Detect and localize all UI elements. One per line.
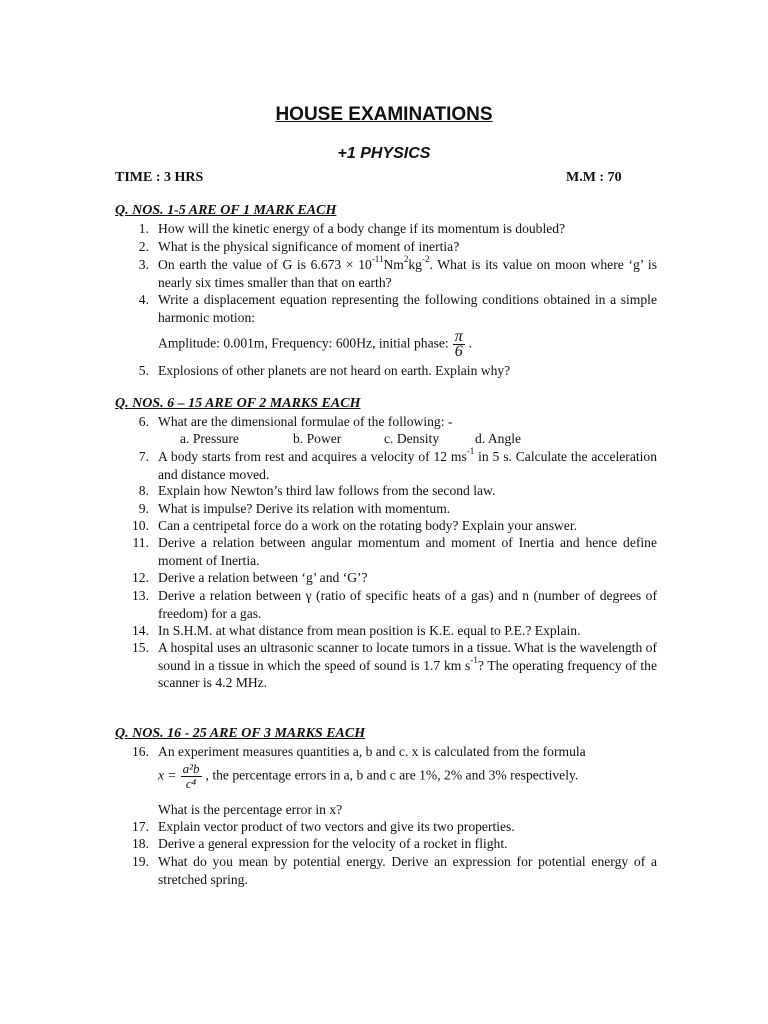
question-number: 19. bbox=[132, 854, 149, 869]
question-number: 14. bbox=[132, 623, 149, 638]
question-text: On earth the value of G is $6.673 \times 10^{-11}Nm^2kg^{-2}$. What is its value on moon where ‘g’ is nearly six times smaller than that on earth? bbox=[158, 254, 658, 290]
question-number: 2. bbox=[138, 239, 149, 254]
question-text: Derive a relation between angular momentum and moment of Inertia and hence define moment of Inertia. bbox=[158, 535, 657, 568]
question-number: 4. bbox=[138, 292, 149, 307]
question-text: A hospital uses an ultrasonic scanner to locate tumors in a tissue. What is the wavelength of sound in a tissue in which the speed of sound is 1.7 km $s^{-1}$? The operating frequency of the scanner is 4.2 MHz. bbox=[158, 640, 657, 690]
question-text: Explosions of other planets are not heard on earth. Explain why? bbox=[158, 363, 511, 378]
question-text: How will the kinetic energy of a body change if its momentum is doubled? bbox=[158, 221, 566, 236]
question-number: 12. bbox=[132, 570, 149, 585]
option-c: c. Density bbox=[384, 431, 440, 446]
question-number: 7. bbox=[138, 449, 149, 464]
question-number: 6. bbox=[138, 414, 149, 429]
option-a: a. Pressure bbox=[180, 431, 239, 446]
question-number: 11. bbox=[132, 535, 149, 550]
question-text: Derive a general expression for the velocity of a rocket in flight. bbox=[158, 836, 508, 851]
phase-fraction: $\frac{\pi}{6}$ bbox=[454, 328, 463, 360]
section-heading-1: Q. NOS. 1-5 ARE OF 1 MARK EACH bbox=[115, 203, 337, 218]
formula-fraction: $\frac{\text{a²b}}{\text{c⁴}}$ bbox=[182, 761, 200, 791]
time-label: TIME : 3 HRS bbox=[115, 170, 204, 185]
formula-lhs: x = bbox=[158, 767, 177, 783]
question-text: What do you mean by potential energy. Derive an expression for potential energy of a stretched spring. bbox=[158, 854, 657, 887]
question-number: 18. bbox=[132, 836, 149, 851]
max-marks-label: M.M : 70 bbox=[566, 170, 622, 185]
question-number: 3. bbox=[138, 257, 149, 272]
question-text: Write a displacement equation representing the following conditions obtained in a simple harmonic motion: bbox=[158, 292, 657, 325]
question-number: 13. bbox=[132, 588, 149, 603]
exam-page: HOUSE EXAMINATIONS +1 PHYSICS TIME : 3 HRS M.M : 70 Q. NOS. 1-5 ARE OF 1 MARK EACH 1. How will the kinetic energy of a body change if its momentum is doubled? 2. What is the physical significance of moment of inertia? 3. On earth the value of G is $6.673 \times 10^{-11}Nm^2kg^{-2}$. What is its value on moon where ‘g’ is nearly six times smaller than that on earth? 4. Write a displacement equation representing the following conditions obtained in a simple harmonic motion: Amplitude: 0.001m, Frequency: 600Hz, initial phase: $\frac{\pi}{6}$ . 5. Explosions of other planets are not heard on earth. Explain why? Q. NOS. 6 – 15 ARE OF 2 MARKS EACH 6. What are the dimensional formulae of the following: - a. Pressure b. Power c. Density d. Angle 7. A body starts from rest and acquires a velocity of 12 $ms^{-1}$ in 5 s. Calculate the acceleration and distance moved. 8. Explain how Newton’s third law follows from the second law. 9. What is impulse? Derive its relation with momentum. 10. Can a centripetal force do a work on the rotating body? Explain your answer. 11. Derive a relation between angular momentum and moment of Inertia and hence define moment of Inertia. 12. Derive a relation between ‘g’ and ‘G’? 13. Derive a relation between γ (ratio of specific heats of a gas) and n (number of degrees of freedom) for a gas. 14. In S.H.M. at what distance from mean position is K.E. equal to P.E.? Explain. 15. A hospital uses an ultrasonic scanner to locate tumors in a tissue. What is the wavelength of sound in a tissue in which the speed of sound is 1.7 km $s^{-1}$? The operating frequency of the scanner is 4.2 MHz. Q. NOS. 16 - 25 ARE OF 3 MARKS EACH 16. An experiment measures quantities a, b and c. x is calculated from the formula x = $\frac{\text{a²b}}{\text{c⁴}}$ , the percentage errors in a, b and c are 1%, 2% and 3% respectively. What is the percentage error in x? 17. Explain vector product of two vectors and give its two properties. 18. Derive a general expression for the velocity of a rocket in flight. 19. What do you mean by potential energy. Derive an expression for potential energy of a stretched spring. bbox=[0, 0, 768, 1024]
question-text: What are the dimensional formulae of the following: - bbox=[158, 414, 453, 429]
option-d: d. Angle bbox=[475, 431, 522, 446]
question-number: 15. bbox=[132, 640, 149, 655]
section-heading-2: Q. NOS. 6 – 15 ARE OF 2 MARKS EACH bbox=[115, 396, 361, 411]
question-text: What is impulse? Derive its relation with momentum. bbox=[158, 501, 451, 516]
question-number: 16. bbox=[132, 744, 149, 759]
question-number: 8. bbox=[138, 483, 149, 498]
page-subtitle: +1 PHYSICS bbox=[337, 145, 431, 162]
amplitude-text: Amplitude: 0.001m, Frequency: 600Hz, initial phase: bbox=[158, 335, 449, 351]
question-text: Can a centripetal force do a work on the rotating body? Explain your answer. bbox=[158, 518, 578, 533]
question-text: A body starts from rest and acquires a velocity of 12 $ms^{-1}$ in 5 s. Calculate the acceleration and distance moved. bbox=[158, 446, 657, 482]
formula-after-text: , the percentage errors in a, b and c are 1%, 2% and 3% respectively. bbox=[205, 767, 579, 783]
question-number: 9. bbox=[138, 501, 149, 516]
page-title: HOUSE EXAMINATIONS bbox=[275, 104, 493, 125]
section-heading-3: Q. NOS. 16 - 25 ARE OF 3 MARKS EACH bbox=[115, 726, 366, 741]
question-text: What is the physical significance of moment of inertia? bbox=[158, 239, 460, 254]
question-text: An experiment measures quantities a, b and c. x is calculated from the formula bbox=[158, 744, 586, 759]
question-number: 5. bbox=[138, 363, 149, 378]
option-b: b. Power bbox=[293, 431, 342, 446]
question-number: 17. bbox=[132, 819, 149, 834]
question-text: Explain how Newton’s third law follows from the second law. bbox=[158, 483, 496, 498]
question-text: Explain vector product of two vectors and give its two properties. bbox=[158, 819, 515, 834]
question-number: 1. bbox=[138, 221, 149, 236]
question-text: In S.H.M. at what distance from mean position is K.E. equal to P.E.? Explain. bbox=[158, 623, 581, 638]
question-text: Derive a relation between γ (ratio of specific heats of a gas) and n (number of degrees of freedom) for a gas. bbox=[158, 588, 657, 621]
question-number: 10. bbox=[132, 518, 149, 533]
question-text: Derive a relation between ‘g’ and ‘G’? bbox=[158, 570, 368, 585]
question-text: What is the percentage error in x? bbox=[158, 802, 343, 817]
